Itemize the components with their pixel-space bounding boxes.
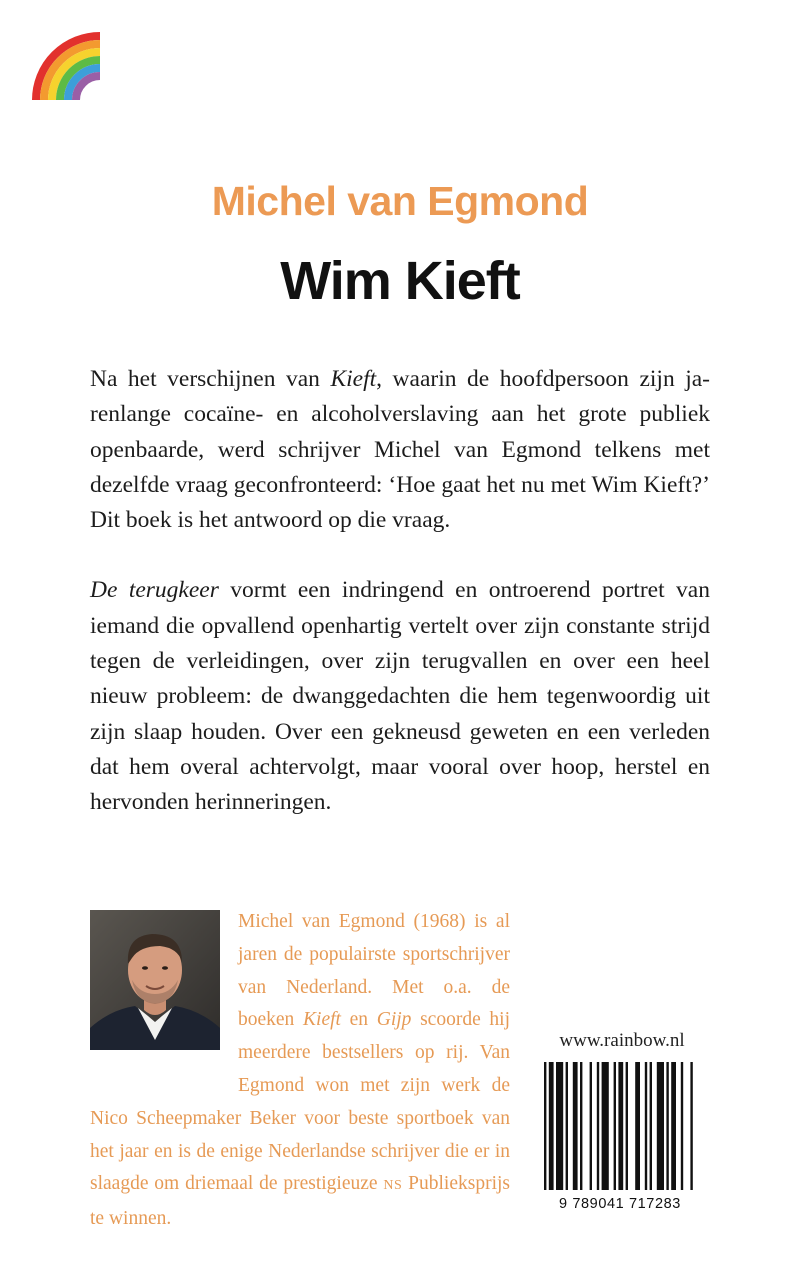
blurb-paragraph-2: De terugkeer vormt een indringend en ontroerend portret van iemand die opvallend openhartig vertelt over zijn constante strijd tegen de verleidingen, over zijn terugvallen en over een heel nieuw probleem: de dwanggedachten die hem tegenwoordig uit zijn slaap houden. Over een gekneusd geweten en een verleden dat hem overal achtervolgt, maar vooral over hoop, herstel en hervonden herinneringen. xyxy=(90,577,710,816)
book-title: Wim Kieft xyxy=(280,251,520,311)
barcode-bar xyxy=(618,1062,623,1190)
barcode-bar xyxy=(544,1062,546,1190)
barcode-bar xyxy=(580,1062,582,1190)
barcode-bar xyxy=(549,1062,554,1190)
barcode-bar xyxy=(602,1062,609,1190)
isbn-barcode-icon xyxy=(540,1062,700,1212)
author-bio: Michel van Egmond (1968) is al jaren de populairste sportschrijver van Nederland. Met o.a. de boeken Kieft en Gijp scoorde hij meerdere bestsellers op rij. Van Egmond won met zijn werk de Nico Scheepmaker Beker voor beste sportboek van het jaar en is de enige Nederlandse schrijver die er in slaagde om driemaal de prestigieuze NS Publieksprijs te winnen. xyxy=(90,911,511,1230)
barcode-bar xyxy=(690,1062,692,1190)
barcode-bar xyxy=(657,1062,664,1190)
barcode-bar xyxy=(671,1062,676,1190)
isbn-number: 9 789041 717283 xyxy=(559,1196,681,1212)
barcode-bar xyxy=(645,1062,647,1190)
barcode-bar xyxy=(626,1062,628,1190)
barcode-bar xyxy=(597,1062,599,1190)
barcode-bar xyxy=(556,1062,563,1190)
barcode-bar xyxy=(650,1062,652,1190)
barcode-bar xyxy=(566,1062,568,1190)
publisher-website: www.rainbow.nl xyxy=(559,1030,685,1051)
barcode-bar xyxy=(573,1062,578,1190)
barcode-bar xyxy=(681,1062,683,1190)
blurb-paragraph-1: Na het verschijnen van Kieft, waarin de hoofdpersoon zijn jarenlange cocaïne- en alcoholverslaving aan het grote publiek openbaarde, werd schrijver Michel van Egmond telkens met dezelfde vraag geconfronteerd: ‘Hoe gaat het nu met Wim Kieft?’ Dit boek is het antwoord op die vraag. xyxy=(90,366,710,534)
author-name: Michel van Egmond xyxy=(211,178,589,224)
barcode-bar xyxy=(635,1062,640,1190)
rainbow-logo-icon xyxy=(30,30,104,104)
barcode-bar xyxy=(666,1062,668,1190)
barcode-bar xyxy=(614,1062,616,1190)
blurb xyxy=(90,362,710,821)
barcode-bar xyxy=(590,1062,592,1190)
